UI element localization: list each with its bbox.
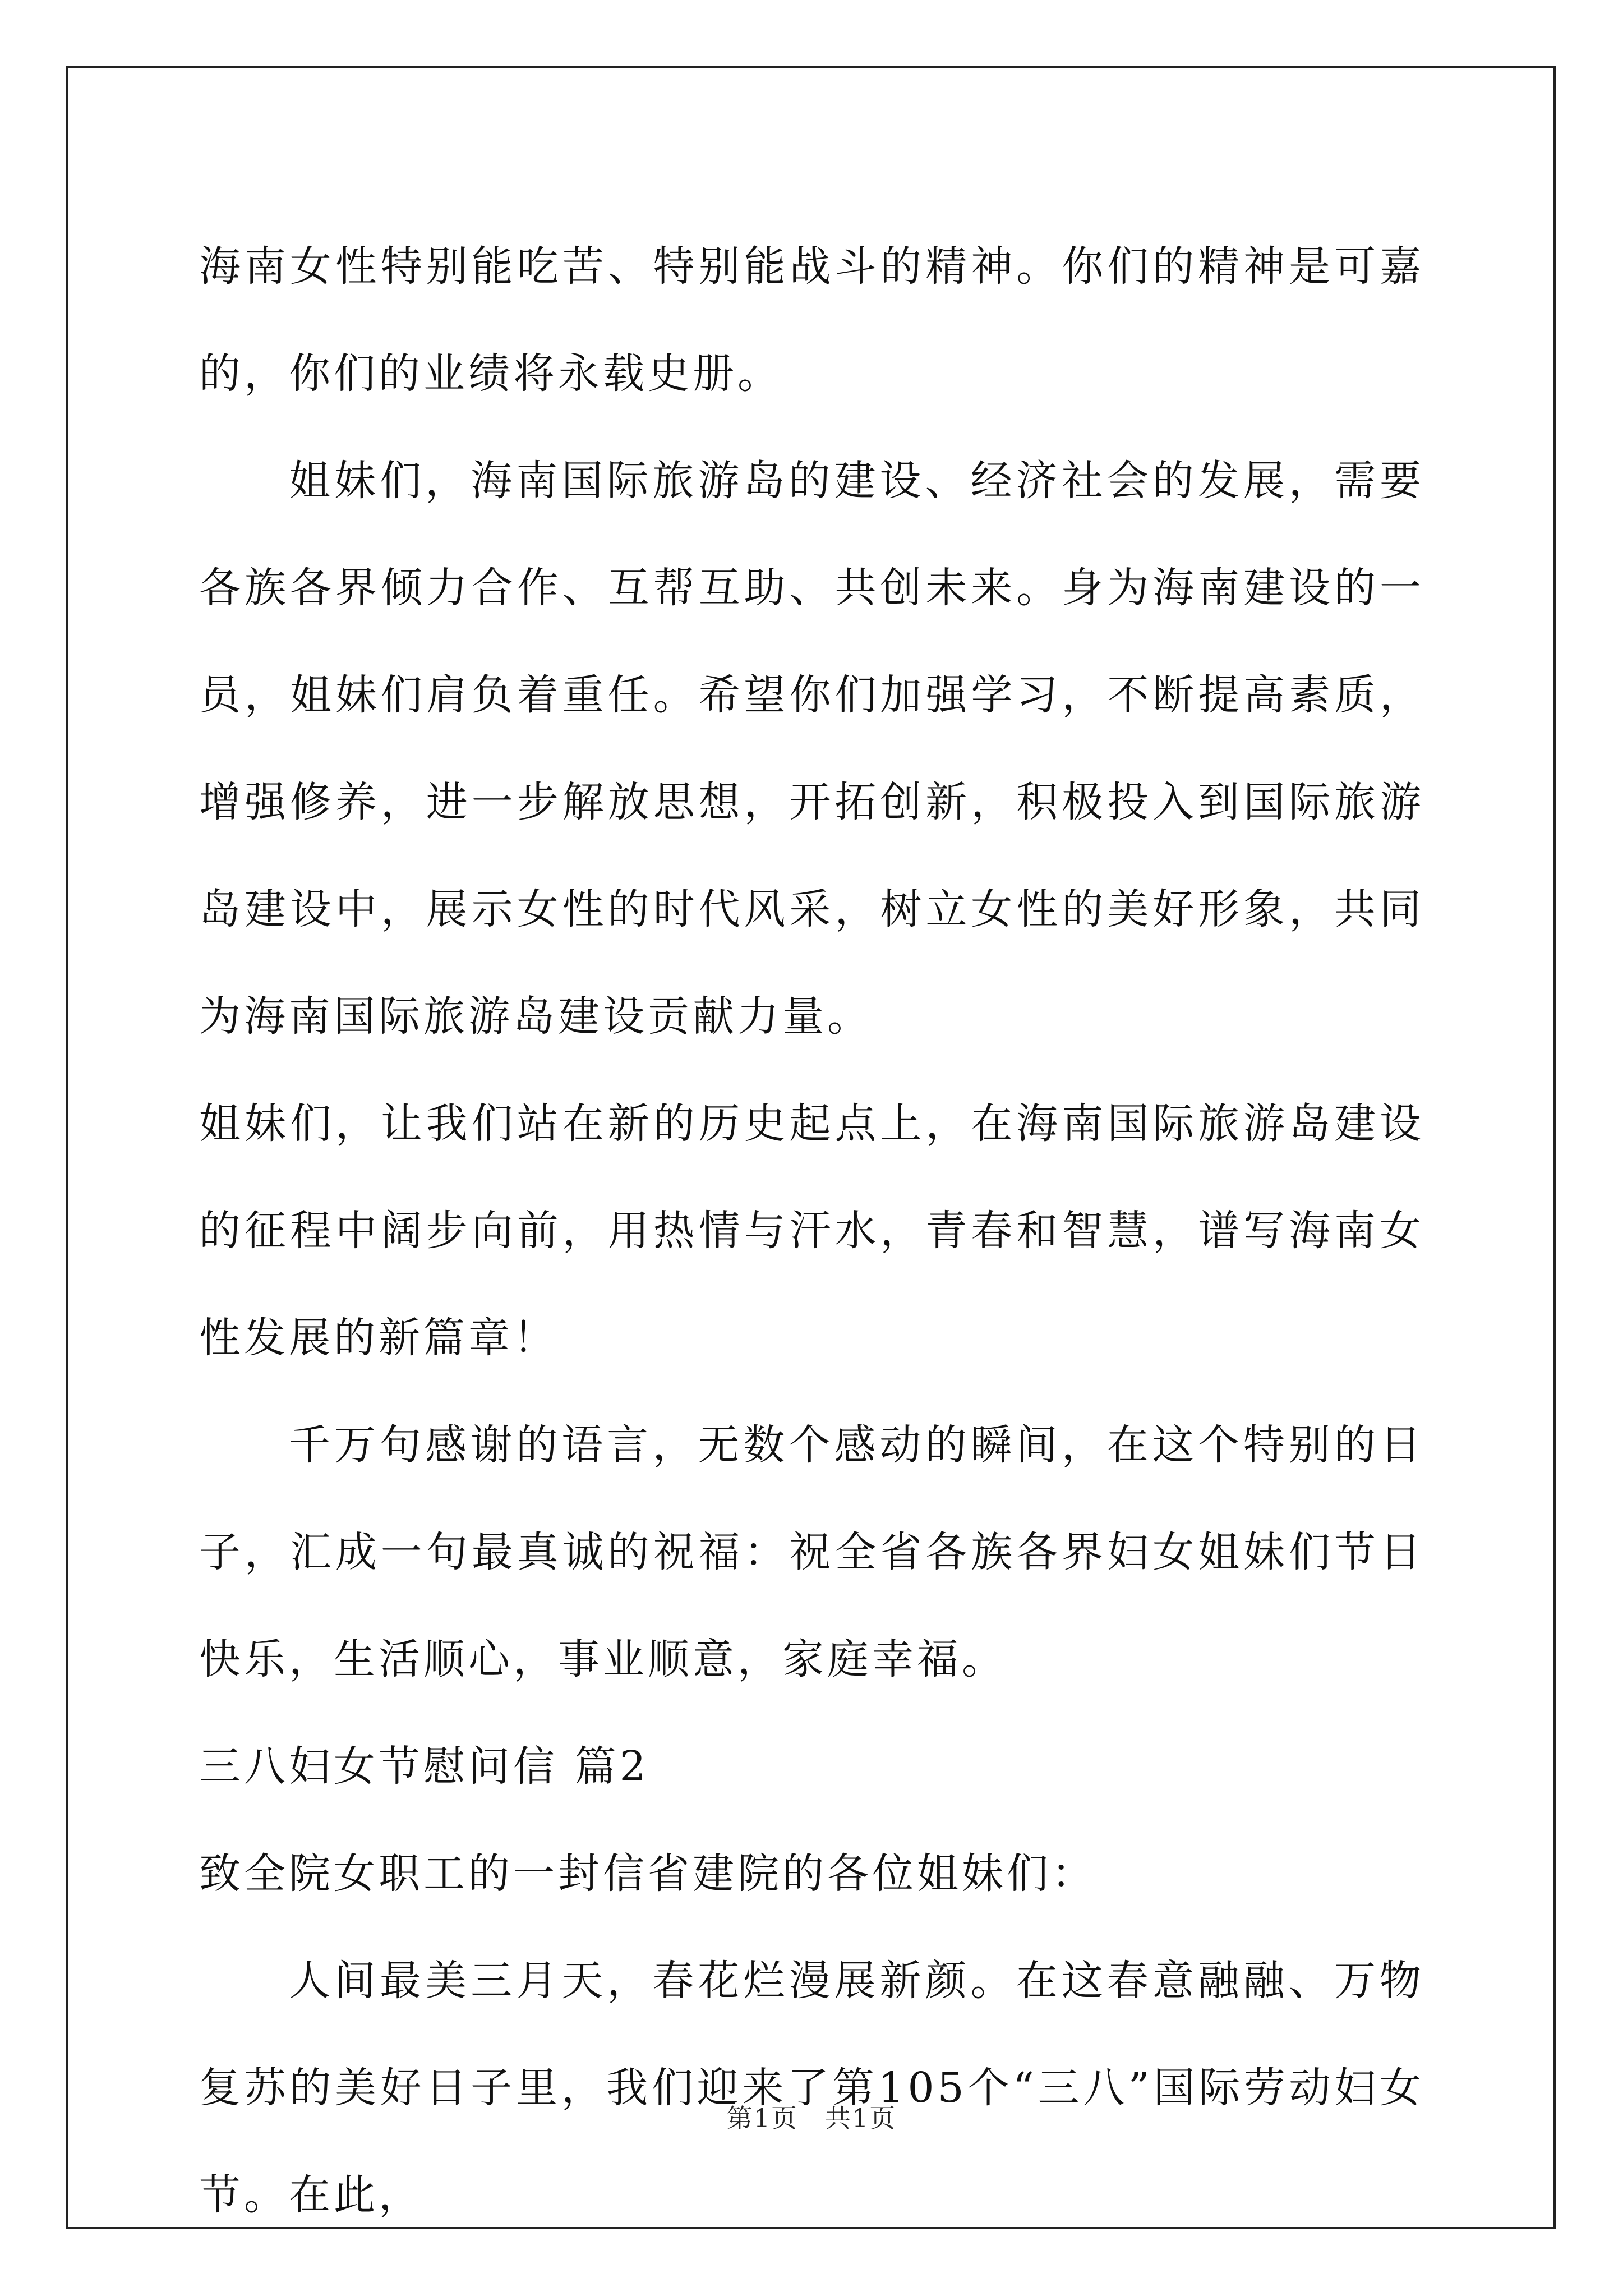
paragraph-4: 千万句感谢的语言，无数个感动的瞬间，在这个特别的日子，汇成一句最真诚的祝福：祝全省各族各界妇女姐妹们节日快乐，生活顺心，事业顺意，家庭幸福。	[199, 1421, 1424, 1683]
paragraph-1: 海南女性特别能吃苦、特别能战斗的精神。你们的精神是可嘉的，你们的业绩将永载史册。	[199, 242, 1424, 398]
salutation: 致全院女职工的一封信省建院的各位姐妹们：	[199, 1849, 1096, 1898]
document-body	[199, 213, 1424, 2249]
paragraph-2: 姐妹们，海南国际旅游岛的建设、经济社会的发展，需要各族各界倾力合作、互帮互助、共创未来。身为海南建设的一员，姐妹们肩负着重任。希望你们加强学习，不断提高素质，增强修养，进一步解放思想，开拓创新，积极投入到国际旅游岛建设中，展示女性的时代风采，树立女性的美好形象，共同为海南国际旅游岛建设贡献力量。	[199, 457, 1424, 1041]
section-heading: 三八妇女节慰问信 篇2	[199, 1742, 649, 1791]
paragraph-5: 人间最美三月天，春花烂漫展新颜。在这春意融融、万物复苏的美好日子里，我们迎来了第105个“三八”国际劳动妇女节。在此，	[199, 1957, 1424, 2219]
page-footer: 第1页 共1页	[726, 2103, 897, 2133]
paragraph-3: 姐妹们，让我们站在新的历史起点上，在海南国际旅游岛建设的征程中阔步向前，用热情与汗水，青春和智慧，谱写海南女性发展的新篇章！	[199, 1099, 1424, 1362]
